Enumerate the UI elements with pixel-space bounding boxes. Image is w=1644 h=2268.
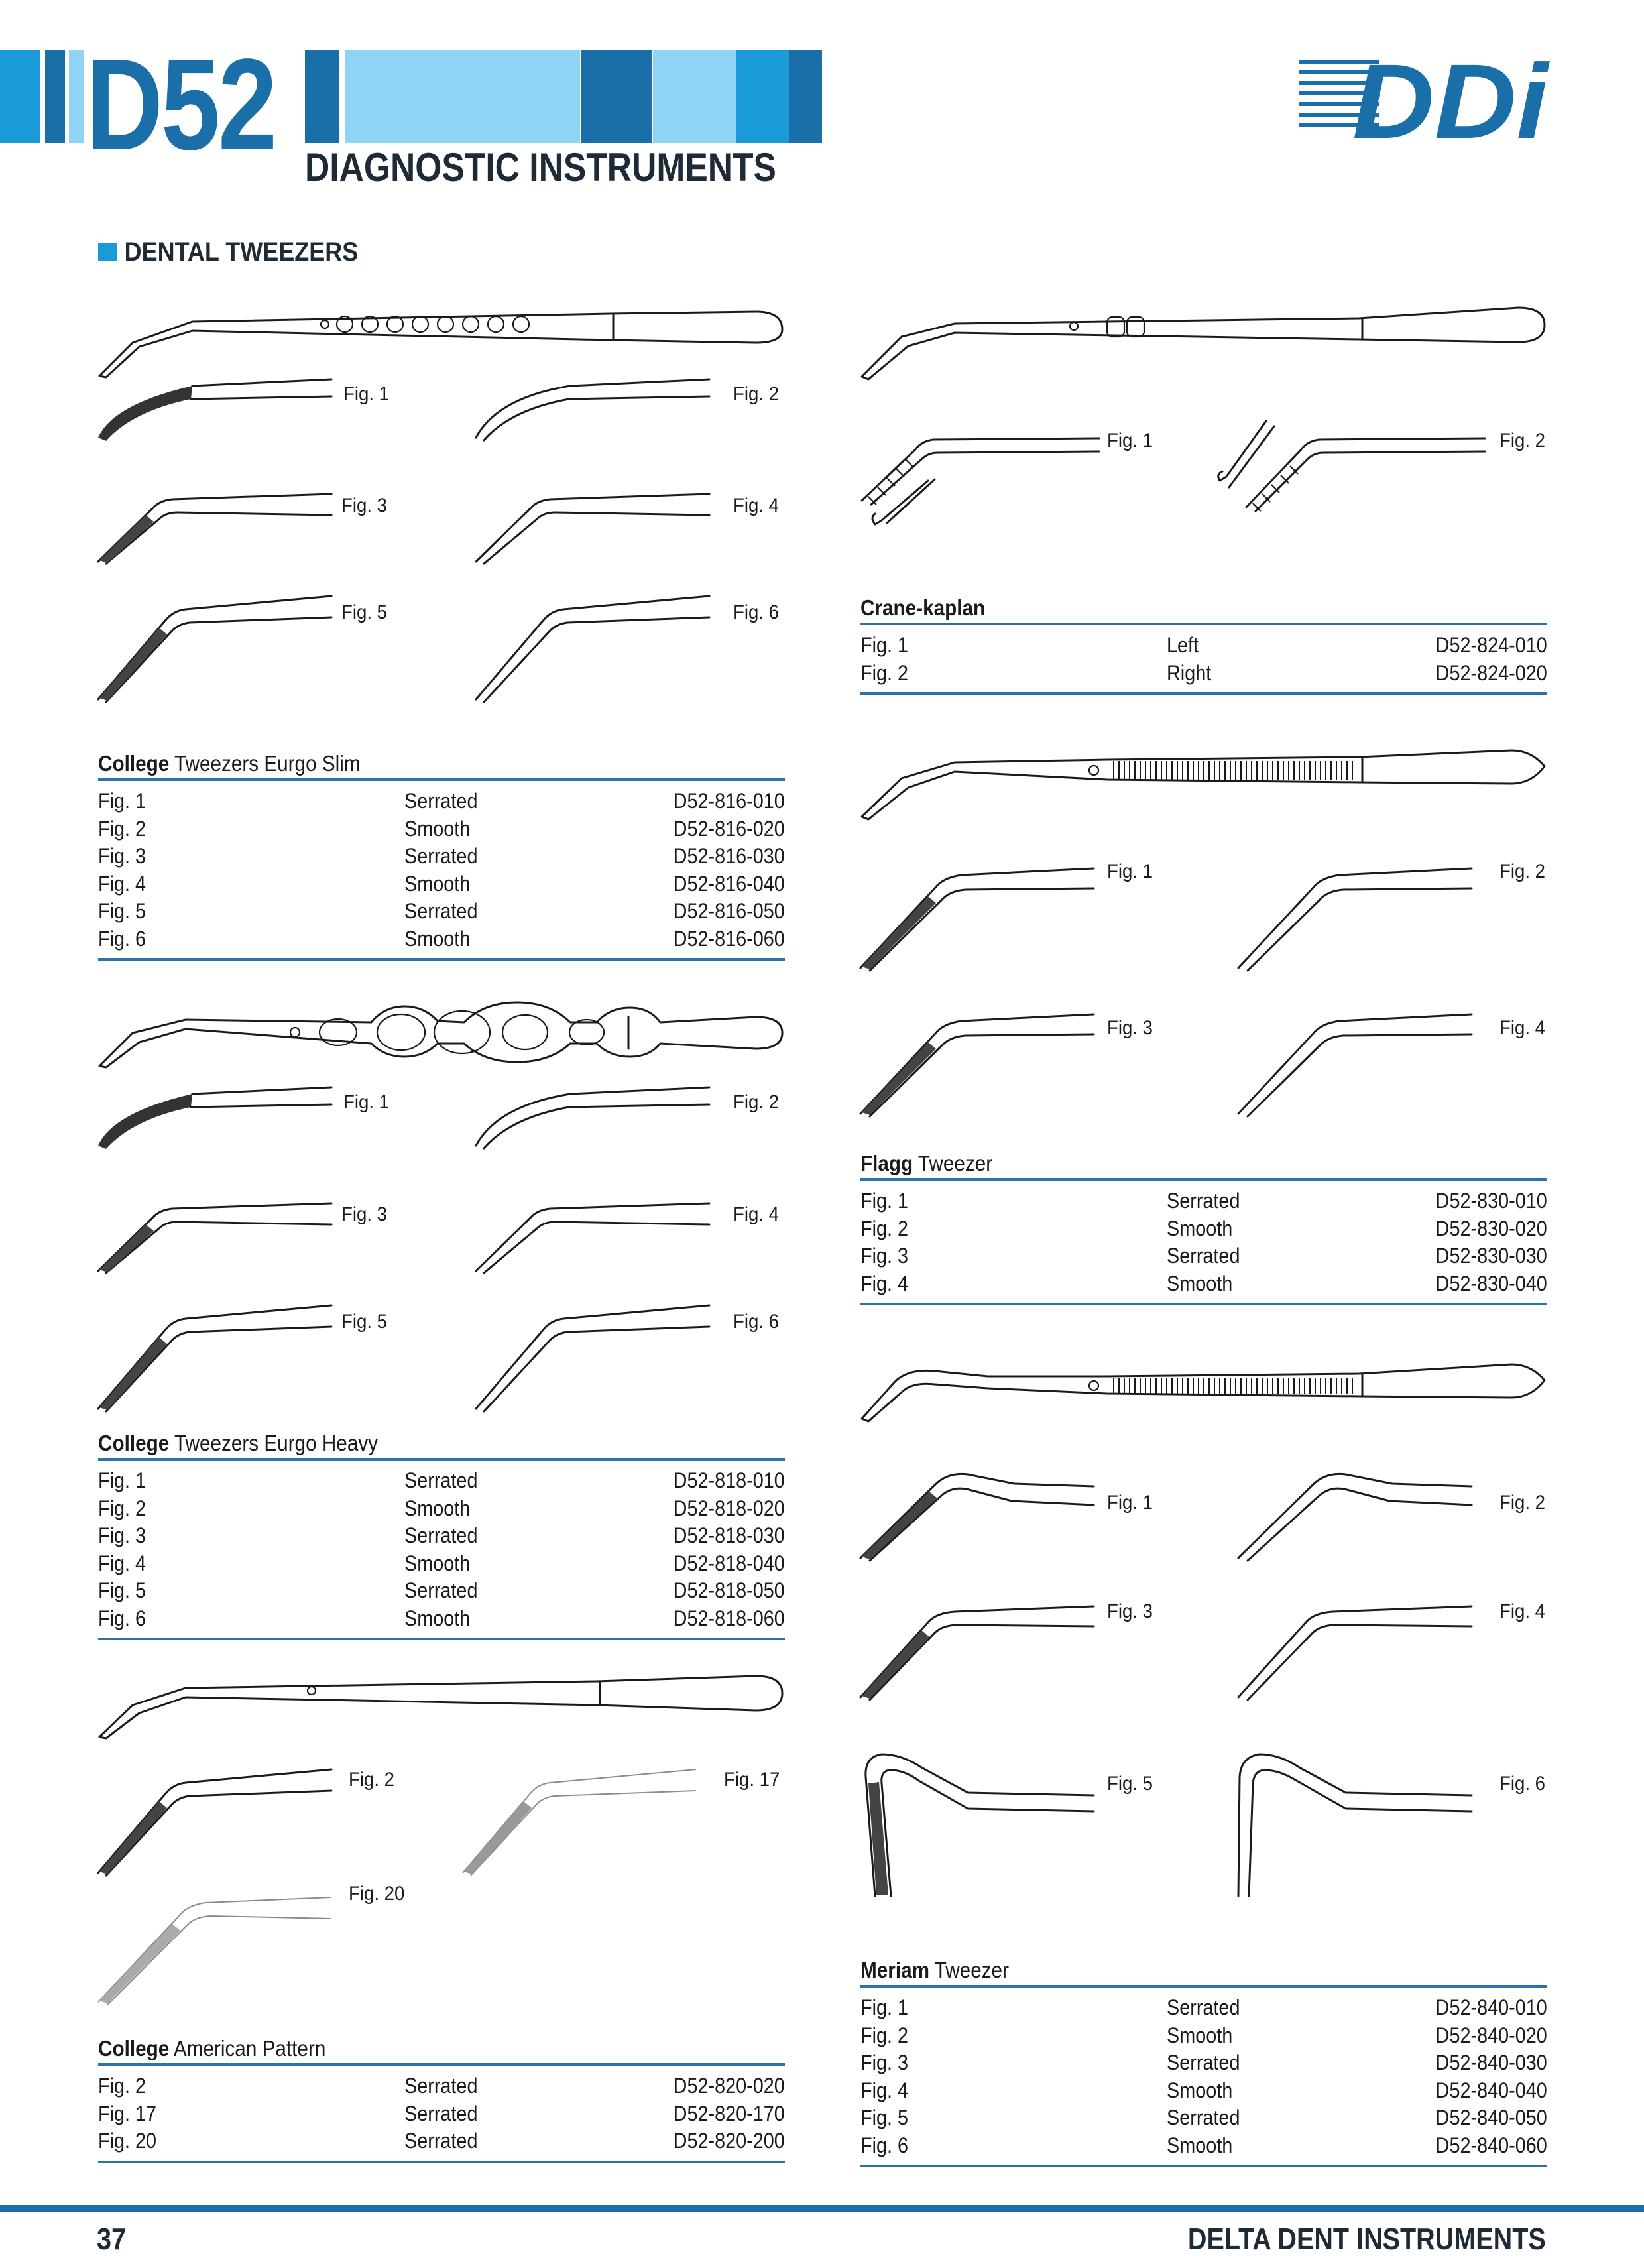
table-rule-end [860,2165,1547,2167]
table-row [860,2077,1547,2105]
table-row [860,2022,1547,2050]
cell-fig: Fig. 4 [860,1271,909,1295]
meriam-fig3-tip [855,1588,1100,1704]
table-rule-end [98,1638,785,1640]
footer-brand: DELTA DENT INSTRUMENTS [1188,2222,1546,2256]
slim-main-tweezer [93,302,789,381]
slim-fig4-tip [471,481,716,567]
cell-type: Smooth [404,1496,471,1520]
catalog-code: D52 [86,32,276,177]
crane-main-tweezer [855,298,1551,385]
cell-type: Smooth [404,816,471,841]
slim-fig2-label: Fig. 2 [733,383,780,405]
heavy-fig3-tip [93,1190,338,1276]
table-meriam [860,1956,1547,2167]
cell-type: Serrated [1167,2106,1240,2129]
flagg-fig1-label: Fig. 1 [1107,861,1153,882]
heavy-fig6-tip [471,1296,716,1415]
table-row [98,925,785,953]
slim-fig5-label: Fig. 5 [341,601,388,623]
table-row [98,2072,785,2100]
cell-side: Left [1167,633,1199,657]
table-title [98,1429,716,1458]
flagg-fig2-tip [1233,849,1478,975]
meriam-fig3-label: Fig. 3 [1107,1600,1153,1622]
table-name: Tweezer [929,1958,1009,1982]
cell-type: Smooth [404,871,471,896]
cell-fig: Fig. 1 [860,1996,909,2019]
heavy-fig1-label: Fig. 1 [343,1091,390,1113]
cell-code: D52-816-010 [673,789,785,813]
meriam-fig6-label: Fig. 6 [1499,1773,1546,1795]
heavy-fig2-tip [471,1079,716,1152]
table-row [860,1187,1547,1215]
table-row [98,815,785,843]
american-fig20-label: Fig. 20 [349,1883,405,1905]
flagg-fig3-label: Fig. 3 [1107,1017,1153,1039]
table-name: Tweezers Eurgo Slim [169,751,361,776]
table-row [860,2049,1547,2077]
table-row [98,1467,785,1495]
cell-type: Serrated [404,1468,478,1492]
cell-type: Serrated [404,2129,478,2153]
meriam-fig1-tip [855,1452,1100,1565]
flagg-fig3-tip [855,994,1100,1120]
cell-code: D52-840-020 [1435,2023,1547,2047]
table-flagg [860,1149,1547,1305]
cell-type: Smooth [1167,2133,1233,2157]
table-eurgo-heavy [98,1429,785,1640]
meriam-fig5-label: Fig. 5 [1107,1773,1153,1795]
table-brand: College [98,1431,170,1455]
slim-fig6-label: Fig. 6 [733,601,780,623]
cell-code: D52-818-060 [673,1606,785,1630]
cell-fig: Fig. 5 [98,1579,147,1602]
cell-code: D52-830-020 [1435,1216,1547,1240]
cell-fig: Fig. 1 [860,633,909,657]
slim-fig3-label: Fig. 3 [341,495,388,516]
cell-code: D52-820-200 [673,2129,785,2153]
table-row [860,632,1547,660]
heavy-fig4-label: Fig. 4 [733,1203,780,1225]
meriam-fig2-label: Fig. 2 [1499,1492,1546,1514]
table-row [860,2104,1547,2132]
cell-type: Smooth [1167,1271,1233,1295]
cell-type: Smooth [404,926,471,951]
table-name: Tweezers Eurgo Heavy [169,1431,379,1455]
cell-code: D52-816-050 [673,899,785,923]
cell-code: D52-840-060 [1435,2133,1547,2157]
table-title [860,593,1478,623]
table-rule-end [860,1303,1547,1305]
slim-fig6-tip [471,587,716,706]
table-crane-kaplan [860,593,1547,695]
cell-fig: Fig. 2 [98,1496,147,1520]
cell-type: Serrated [404,1579,478,1602]
slim-fig4-label: Fig. 4 [733,495,780,516]
crane-fig1-tip [855,414,1107,540]
table-rule [98,778,785,781]
cell-code: D52-816-020 [673,816,785,841]
cell-code: D52-816-060 [673,926,785,951]
american-fig2-tip [93,1760,338,1880]
cell-fig: Fig. 3 [860,1244,909,1268]
american-fig17-tip [457,1760,703,1880]
heavy-main-tweezer [93,988,789,1074]
cell-fig: Fig. 4 [860,2078,909,2102]
cell-type: Serrated [404,899,478,923]
crane-fig2-label: Fig. 2 [1499,430,1546,451]
table-row [98,788,785,815]
cell-code: D52-818-040 [673,1551,785,1575]
flagg-main-tweezer [855,743,1551,829]
cell-code: D52-830-030 [1435,1244,1547,1268]
cell-fig: Fig. 6 [98,1606,147,1630]
american-fig17-label: Fig. 17 [724,1769,780,1791]
cell-type: Serrated [404,789,478,813]
cell-type: Smooth [1167,1216,1233,1240]
meriam-fig2-tip [1233,1452,1478,1565]
table-row [98,1495,785,1523]
table-row [98,1522,785,1550]
cell-code: D52-820-020 [673,2074,785,2098]
cell-fig: Fig. 2 [860,1216,909,1240]
heavy-fig5-tip [93,1296,338,1415]
cell-type: Serrated [1167,1189,1240,1213]
section-title-text: DENTAL TWEEZERS [124,237,359,267]
table-title [860,1956,1478,1985]
footer-bar [0,2205,1644,2212]
cell-type: Serrated [404,1523,478,1547]
table-row [860,1270,1547,1298]
cell-fig: Fig. 20 [98,2129,157,2153]
heavy-fig3-label: Fig. 3 [341,1203,388,1225]
table-row [860,2132,1547,2160]
meriam-fig4-label: Fig. 4 [1499,1600,1546,1622]
cell-code: D52-818-020 [673,1496,785,1520]
cell-fig: Fig. 3 [98,1523,147,1547]
cell-fig: Fig. 2 [860,2023,909,2047]
cell-fig: Fig. 2 [98,816,147,841]
cell-code: D52-840-040 [1435,2078,1547,2102]
table-title [98,2034,716,2063]
table-rule-end [98,958,785,961]
table-rule [860,1985,1547,1988]
flagg-fig2-label: Fig. 2 [1499,861,1546,882]
table-row [860,1242,1547,1270]
flagg-fig1-tip [855,849,1100,975]
cell-fig: Fig. 1 [98,1468,147,1492]
cell-fig: Fig. 1 [860,1189,909,1213]
cell-type: Serrated [1167,1244,1240,1268]
american-main-tweezer [93,1664,789,1744]
cell-code: D52-824-010 [1435,633,1547,657]
flagg-fig4-label: Fig. 4 [1499,1017,1546,1039]
cell-type: Smooth [404,1606,471,1630]
table-american-pattern [98,2034,785,2163]
table-rule [860,623,1547,625]
table-rule-end [860,692,1547,695]
cell-fig: Fig. 5 [98,899,147,923]
cell-type: Serrated [404,2074,478,2098]
table-row [860,660,1547,687]
cell-side: Right [1167,660,1212,685]
flagg-fig4-tip [1233,994,1478,1120]
table-brand: College [98,2036,170,2060]
table-row [98,2100,785,2128]
heavy-fig6-label: Fig. 6 [733,1311,780,1333]
meriam-fig6-tip [1233,1737,1478,1903]
table-row [98,1550,785,1578]
cell-type: Smooth [404,1551,471,1575]
table-rule [860,1178,1547,1181]
heavy-fig5-label: Fig. 5 [341,1311,388,1333]
cell-type: Serrated [1167,2051,1240,2074]
cell-fig: Fig. 6 [98,926,147,951]
table-row [860,1994,1547,2022]
meriam-fig4-tip [1233,1588,1478,1704]
cell-type: Smooth [1167,2023,1233,2047]
cell-code: D52-840-010 [1435,1996,1547,2019]
slim-fig1-label: Fig. 1 [343,383,390,405]
table-rule-end [98,2161,785,2163]
cell-code: D52-840-050 [1435,2106,1547,2129]
cell-type: Serrated [404,844,478,868]
section-title [98,237,358,267]
page-number: 37 [97,2222,127,2256]
table-rule [98,2063,785,2066]
table-row [98,1605,785,1633]
cell-fig: Fig. 3 [98,844,147,868]
heavy-fig4-tip [471,1190,716,1276]
cell-type: Smooth [1167,2078,1233,2102]
table-name: Tweezer [913,1151,993,1175]
cell-code: D52-824-020 [1435,660,1547,685]
meriam-main-tweezer [855,1352,1551,1439]
table-title [98,749,716,778]
slim-fig1-tip [93,371,338,444]
table-brand: Flagg [860,1151,913,1175]
heavy-fig2-label: Fig. 2 [733,1091,780,1113]
table-row [98,2127,785,2155]
slim-fig2-tip [471,371,716,444]
table-name: American Pattern [169,2036,326,2060]
cell-fig: Fig. 2 [860,660,909,685]
table-title [860,1149,1478,1178]
cell-fig: Fig. 1 [98,789,147,813]
american-fig20-tip [93,1876,338,2009]
cell-type: Serrated [1167,1996,1240,2019]
cell-code: D52-830-010 [1435,1189,1547,1213]
cell-type: Serrated [404,2101,478,2125]
cell-fig: Fig. 4 [98,871,147,896]
table-row [98,1577,785,1605]
slim-fig3-tip [93,481,338,567]
cell-code: D52-840-030 [1435,2051,1547,2074]
cell-code: D52-818-010 [673,1468,785,1492]
cell-fig: Fig. 4 [98,1551,147,1575]
table-row [860,1215,1547,1243]
table-row [98,843,785,870]
slim-fig5-tip [93,587,338,706]
catalog-subtitle: DIAGNOSTIC INSTRUMENTS [305,145,776,190]
cell-code: D52-830-040 [1435,1271,1547,1295]
cell-fig: Fig. 6 [860,2133,909,2157]
heavy-fig1-tip [93,1079,338,1152]
cell-fig: Fig. 17 [98,2101,157,2125]
cell-code: D52-818-030 [673,1523,785,1547]
crane-fig1-label: Fig. 1 [1107,430,1153,451]
american-fig2-label: Fig. 2 [349,1769,395,1791]
table-rule [98,1458,785,1461]
table-row [98,898,785,925]
cell-code: D52-816-040 [673,871,785,896]
table-brand: Meriam [860,1958,930,1982]
table-row [98,870,785,898]
meriam-fig1-label: Fig. 1 [1107,1492,1153,1514]
table-eurgo-slim [98,749,785,961]
cell-code: D52-820-170 [673,2101,785,2125]
table-brand: College [98,751,170,776]
cell-fig: Fig. 3 [860,2051,909,2074]
logo-text: DDi [1352,46,1551,146]
cell-code: D52-818-050 [673,1579,785,1602]
cell-fig: Fig. 5 [860,2106,909,2129]
cell-fig: Fig. 2 [98,2074,147,2098]
table-brand: Crane-kaplan [860,595,986,620]
cell-code: D52-816-030 [673,844,785,868]
crane-fig2-tip [1213,414,1492,527]
ddi-logo [1299,46,1551,146]
meriam-fig5-tip [862,1737,1100,1903]
